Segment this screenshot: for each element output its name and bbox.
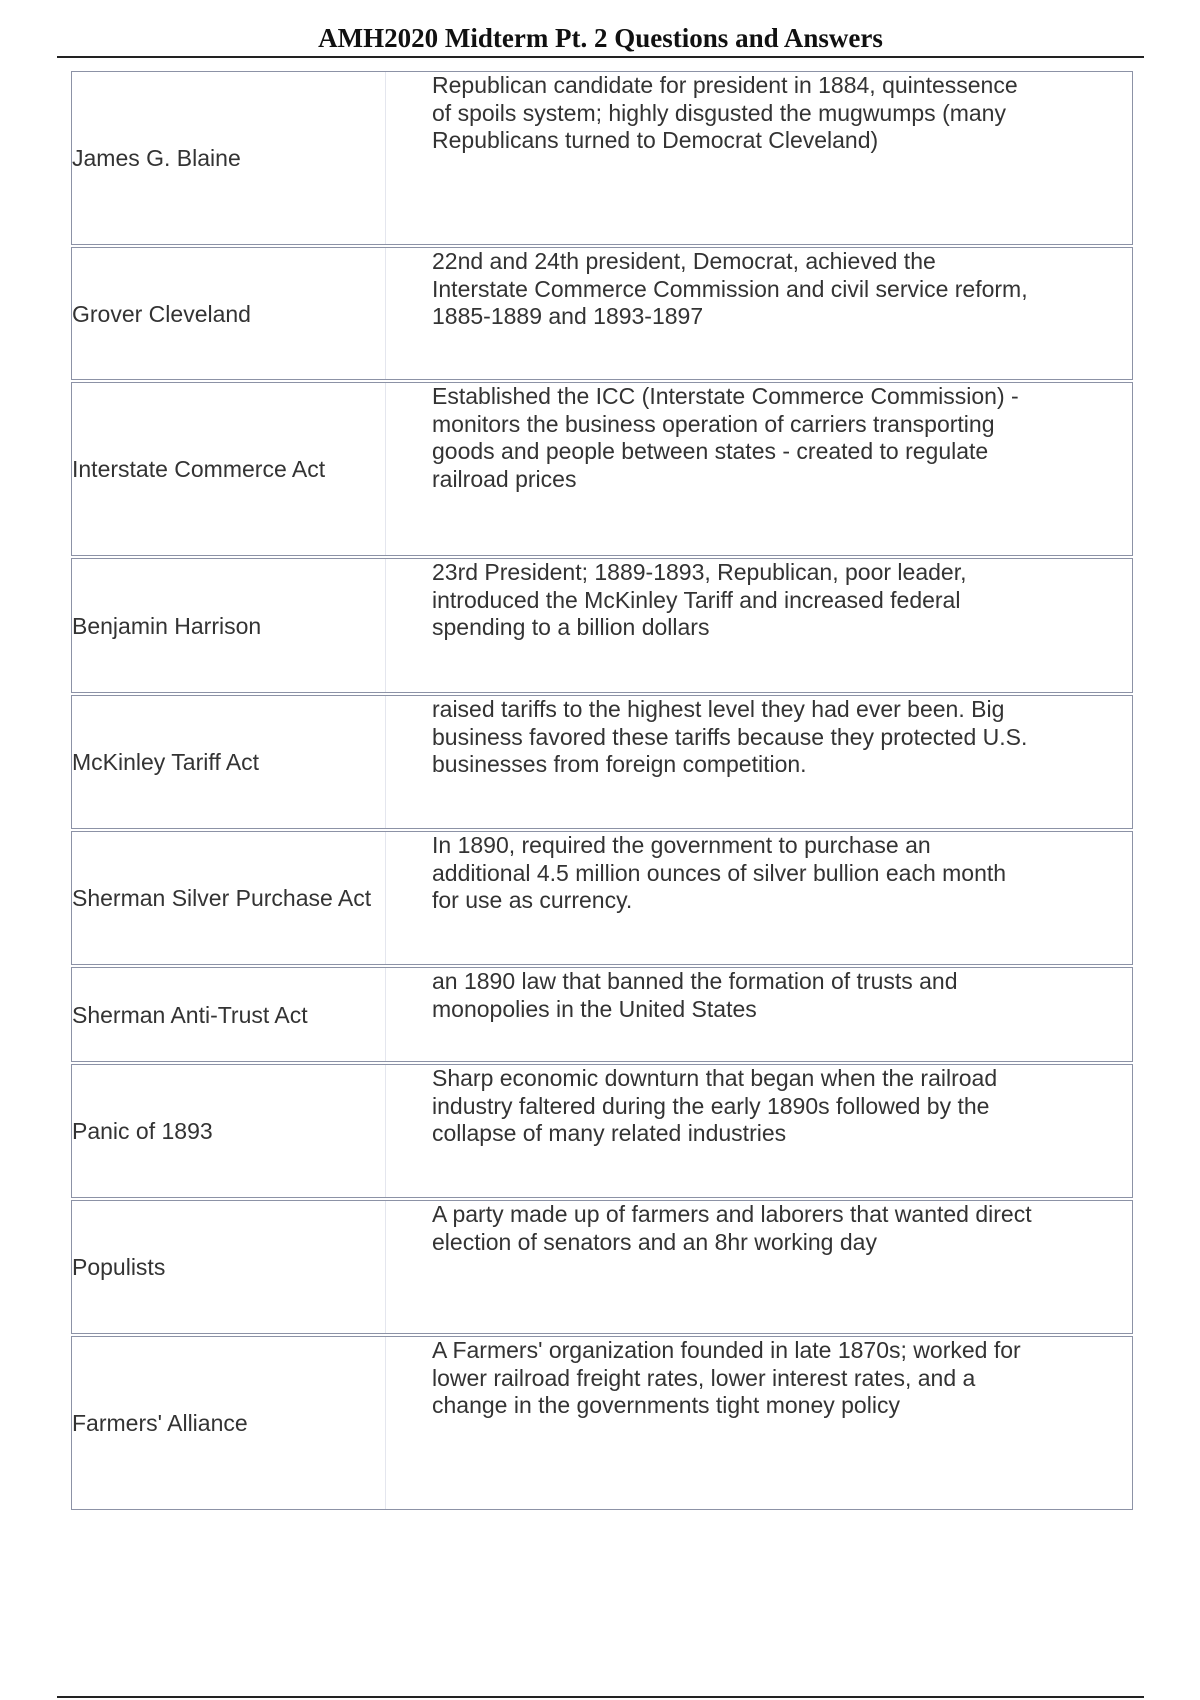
column-divider <box>385 968 386 1061</box>
footer-divider <box>57 1696 1144 1698</box>
column-divider <box>385 832 386 964</box>
column-divider <box>385 248 386 379</box>
table-row <box>71 1200 1133 1334</box>
term-cell: Farmers' Alliance <box>72 1410 248 1436</box>
definition-cell: 22nd and 24th president, Democrat, achieved the Interstate Commerce Commission and civil service reform, 1885-1889 and 1893-1897 <box>432 248 1028 329</box>
column-divider <box>385 696 386 828</box>
column-divider <box>385 1065 386 1197</box>
column-divider <box>385 383 386 555</box>
definition-cell: In 1890, required the government to purchase an additional 4.5 million ounces of silver bullion each month for use as currency. <box>432 832 1007 913</box>
definition-cell: Established the ICC (Interstate Commerce Commission) - monitors the business operation of carriers transporting goods and people between states - created to regulate railroad prices <box>432 383 1019 492</box>
definition-cell: A Farmers' organization founded in late 1870s; worked for lower railroad freight rates, lower interest rates, and a change in the governments tight money policy <box>432 1337 1021 1418</box>
table-row <box>71 558 1133 693</box>
table-row <box>71 695 1133 829</box>
term-cell: McKinley Tariff Act <box>72 749 260 775</box>
definition-cell: A party made up of farmers and laborers that wanted direct election of senators and an 8hr working day <box>432 1201 1032 1255</box>
term-cell: Sherman Silver Purchase Act <box>72 885 372 911</box>
column-divider <box>385 559 386 692</box>
table-row <box>71 1336 1133 1510</box>
column-divider <box>385 1337 386 1509</box>
term-cell: Populists <box>72 1254 166 1280</box>
header-divider <box>57 56 1144 58</box>
definition-cell: raised tariffs to the highest level they had ever been. Big business favored these tariffs because they protected U.S. businesses from foreign competition. <box>432 696 1028 777</box>
table-row <box>71 382 1133 556</box>
table-row <box>71 247 1133 380</box>
term-cell: Benjamin Harrison <box>72 612 262 639</box>
term-cell: Panic of 1893 <box>72 1118 213 1144</box>
column-divider <box>385 1201 386 1333</box>
definition-cell: 23rd President; 1889-1893, Republican, poor leader, introduced the McKinley Tariff and increased federal spending to a billion dollars <box>432 559 967 640</box>
definition-cell: an 1890 law that banned the formation of trusts and monopolies in the United States <box>432 968 958 1022</box>
definition-cell: Republican candidate for president in 1884, quintessence of spoils system; highly disgusted the mugwumps (many Republicans turned to Democrat Cleveland) <box>432 72 1018 153</box>
term-cell: Interstate Commerce Act <box>72 456 326 482</box>
term-cell: James G. Blaine <box>72 145 241 171</box>
table-row <box>71 1064 1133 1198</box>
term-cell: Grover Cleveland <box>72 300 251 327</box>
page-title: AMH2020 Midterm Pt. 2 Questions and Answers <box>318 23 883 53</box>
term-cell: Sherman Anti-Trust Act <box>72 1001 308 1028</box>
column-divider <box>385 72 386 244</box>
table-row <box>71 71 1133 245</box>
table-row <box>71 967 1133 1062</box>
table-row <box>71 831 1133 965</box>
qa-table <box>71 71 1133 1512</box>
definition-cell: Sharp economic downturn that began when the railroad industry faltered during the early 1890s followed by the collapse of many related industries <box>432 1065 998 1146</box>
